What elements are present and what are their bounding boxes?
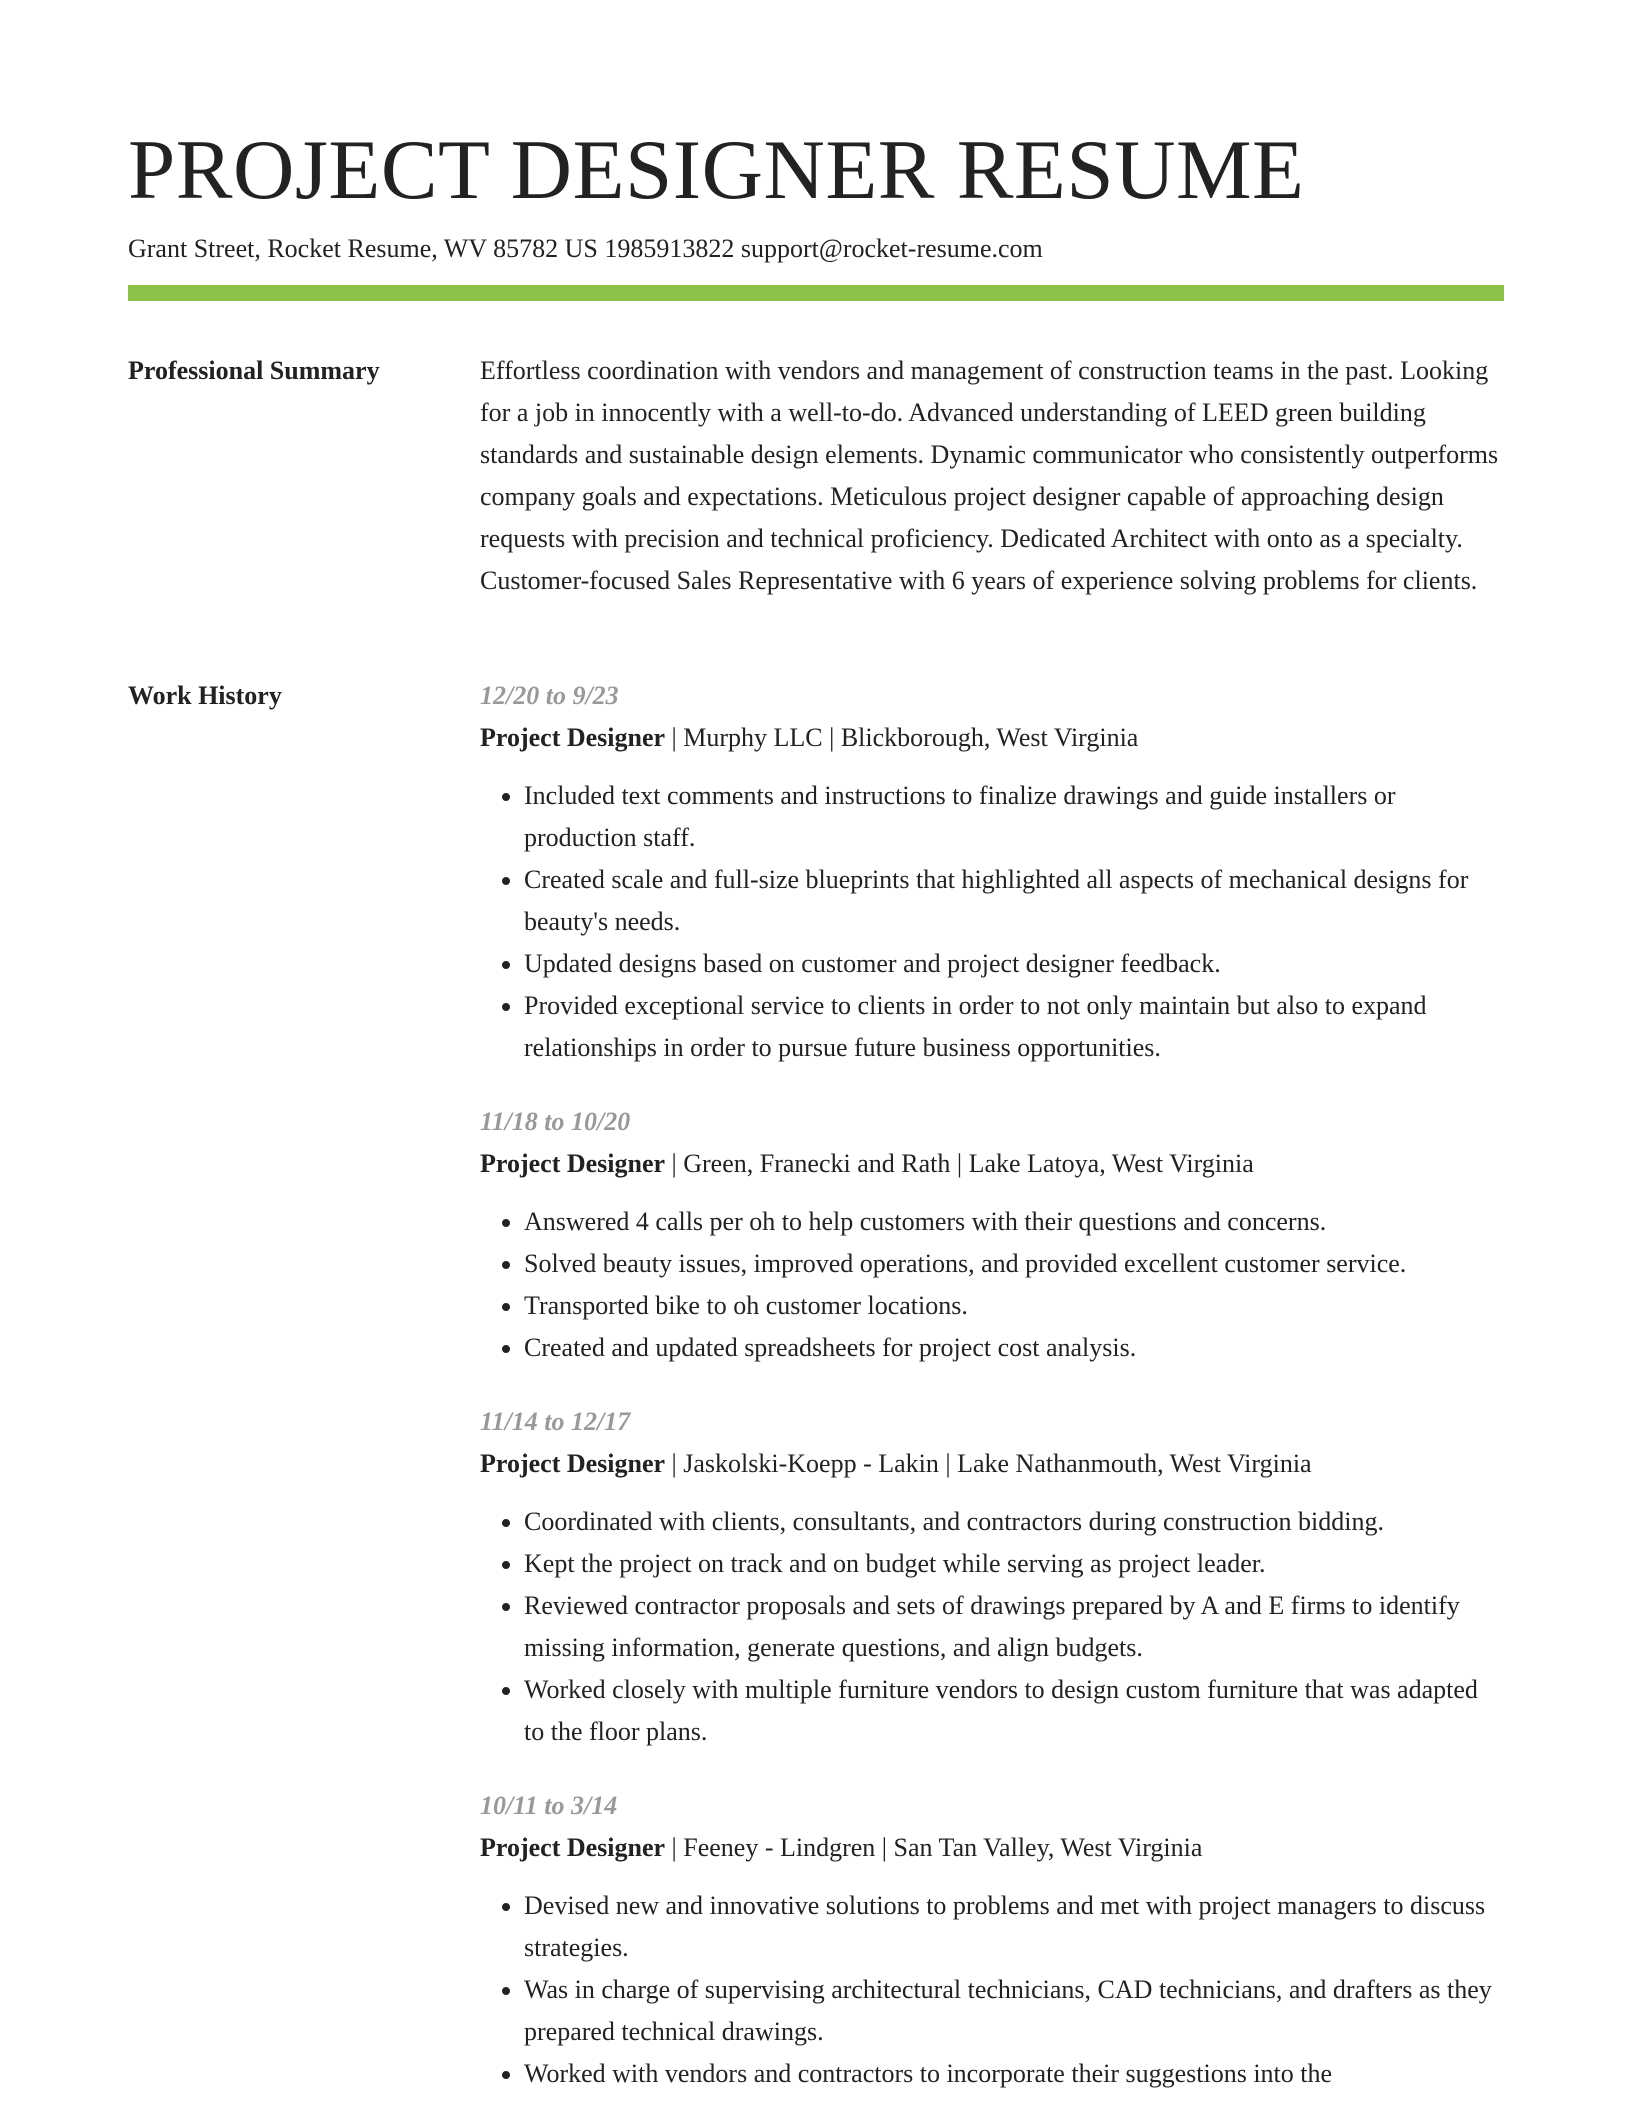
job-dates: 10/11 to 3/14 xyxy=(480,1791,618,1820)
job-bullet: • Devised new and innovative solutions to problems and met with project managers to discuss strategies. xyxy=(524,1885,1504,1969)
job-title: Project Designer xyxy=(480,1833,666,1862)
contact-email: support@rocket-resume.com xyxy=(740,234,1043,263)
job-dates: 11/14 to 12/17 xyxy=(480,1407,631,1436)
job-bullet: • Provided exceptional service to clients in order to not only maintain but also to expand relationships in order to pursue future business opportunities. xyxy=(524,985,1504,1069)
job-bullet: • Worked closely with multiple furniture vendors to design custom furniture that was adapted to the floor plans. xyxy=(524,1669,1504,1753)
job-bullet: • Included text comments and instructions to finalize drawings and guide installers or production staff. xyxy=(524,775,1504,859)
contact-line xyxy=(128,232,1043,266)
job-title: Project Designer xyxy=(480,1449,666,1478)
job-dates: 11/18 to 10/20 xyxy=(480,1107,631,1136)
summary-heading: Professional Summary xyxy=(128,356,380,385)
job-bullet-list xyxy=(480,1201,1504,1369)
contact-phone: 1985913822 xyxy=(604,234,735,263)
job-heading-line xyxy=(480,717,1504,759)
work-history-heading: Work History xyxy=(128,681,282,710)
job-bullet: • Created and updated spreadsheets for project cost analysis. xyxy=(524,1327,1504,1369)
job-employer-location: | Jaskolski-Koepp - Lakin | Lake Nathanmouth, West Virginia xyxy=(665,1449,1312,1478)
job-bullet-list xyxy=(480,1501,1504,1753)
job-bullet: • Updated designs based on customer and project designer feedback. xyxy=(524,943,1504,985)
job-heading-line xyxy=(480,1443,1504,1485)
job-employer-location: | Green, Franecki and Rath | Lake Latoya, West Virginia xyxy=(665,1149,1254,1178)
job-entry xyxy=(480,1101,1504,1369)
job-bullet-list xyxy=(480,1885,1504,2095)
job-dates: 12/20 to 9/23 xyxy=(480,681,619,710)
job-bullet: • Kept the project on track and on budget while serving as project leader. xyxy=(524,1543,1504,1585)
job-bullet: • Solved beauty issues, improved operations, and provided excellent customer service. xyxy=(524,1243,1504,1285)
job-entry xyxy=(480,1401,1504,1753)
job-bullet: • Created scale and full-size blueprints that highlighted all aspects of mechanical designs for beauty's needs. xyxy=(524,859,1504,943)
job-bullet: • Worked with vendors and contractors to incorporate their suggestions into the xyxy=(524,2053,1504,2095)
job-employer-location: | Feeney - Lindgren | San Tan Valley, West Virginia xyxy=(665,1833,1203,1862)
job-bullet: • Reviewed contractor proposals and sets of drawings prepared by A and E firms to identify missing information, generate questions, and align budgets. xyxy=(524,1585,1504,1669)
job-heading-line xyxy=(480,1827,1504,1869)
job-title: Project Designer xyxy=(480,723,666,752)
job-bullet-list xyxy=(480,775,1504,1069)
work-history-body xyxy=(480,675,1504,2127)
job-bullet: • Answered 4 calls per oh to help customers with their questions and concerns. xyxy=(524,1201,1504,1243)
job-entry xyxy=(480,675,1504,1069)
job-bullet: • Was in charge of supervising architectural technicians, CAD technicians, and drafters as they prepared technical drawings. xyxy=(524,1969,1504,2053)
summary-text: Effortless coordination with vendors and management of construction teams in the past. Looking for a job in innocently with a well-to-do. Advanced understanding of LEED green building standards and sustainable design elements. Dynamic communicator who consistently outperforms company goals and expectations. Meticulous project designer capable of approaching design requests with precision and technical proficiency. Dedicated Architect with onto as a specialty. Customer-focused Sales Representative with 6 years of experience solving problems for clients. xyxy=(480,356,1499,595)
job-title: Project Designer xyxy=(480,1149,666,1178)
accent-divider xyxy=(128,285,1504,301)
job-bullet: • Transported bike to oh customer locations. xyxy=(524,1285,1504,1327)
contact-address: Grant Street, Rocket Resume, WV 85782 US xyxy=(128,234,598,263)
job-bullet: • Coordinated with clients, consultants, and contractors during construction bidding. xyxy=(524,1501,1504,1543)
resume-title: PROJECT DESIGNER RESUME xyxy=(128,123,1305,217)
job-employer-location: | Murphy LLC | Blickborough, West Virginia xyxy=(665,723,1139,752)
summary-body xyxy=(480,350,1504,602)
job-heading-line xyxy=(480,1143,1504,1185)
job-entry xyxy=(480,1785,1504,2095)
